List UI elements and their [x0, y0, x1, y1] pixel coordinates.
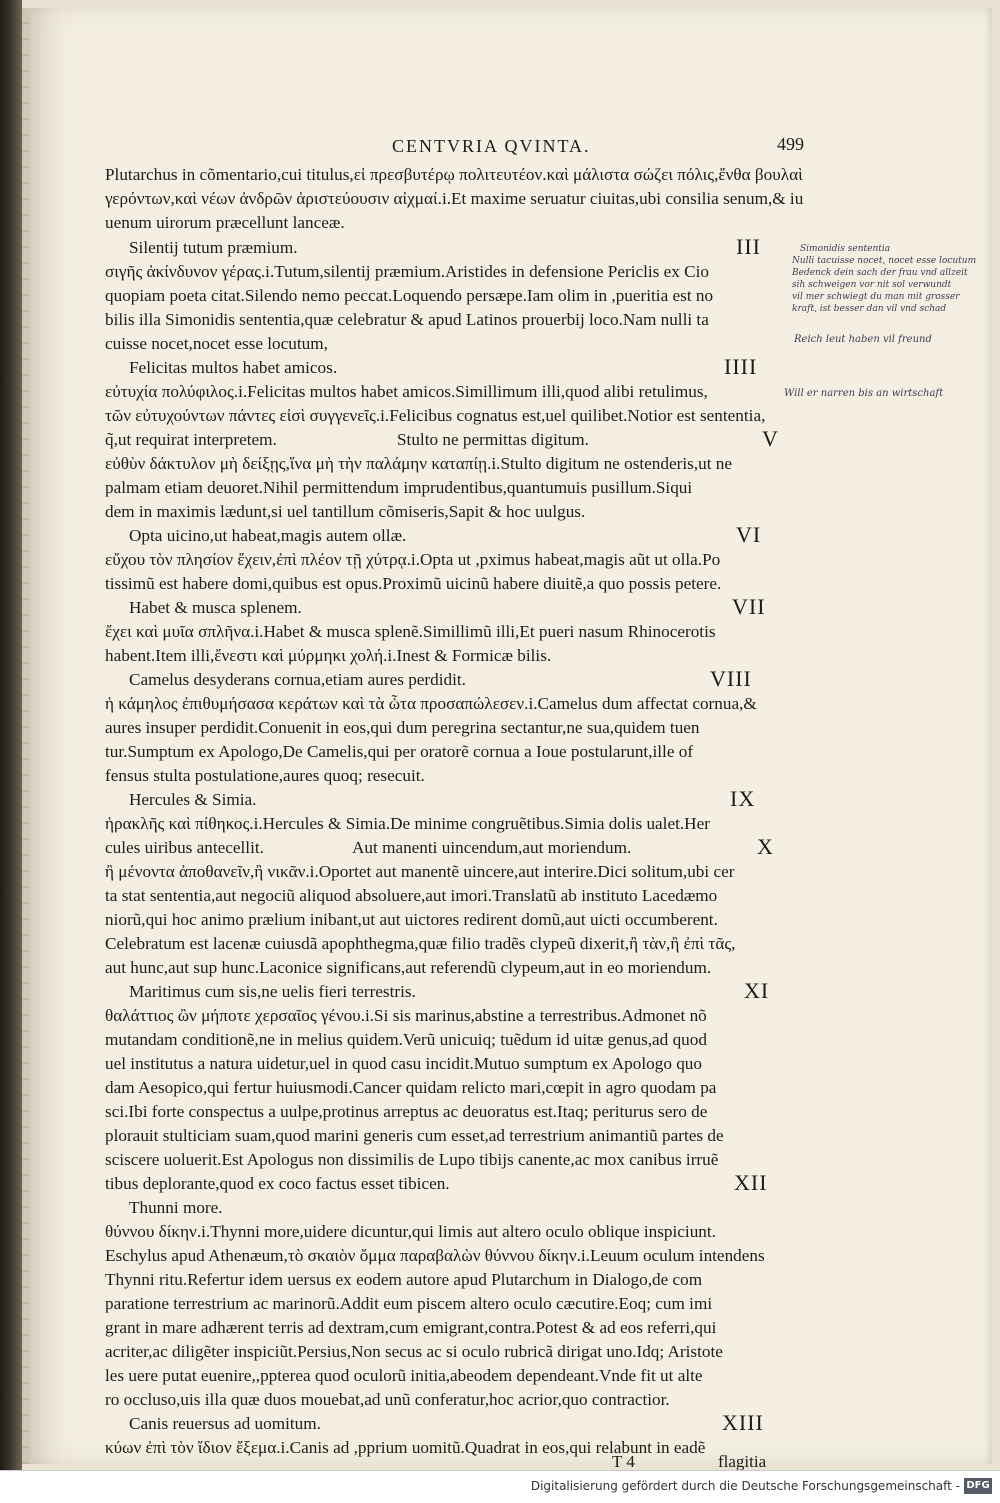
text-line: ἡ κάμηλος ἐπιθυμήσασα κεράτων καὶ τὰ ὦτα προσαπώλεσεν.i.Camelus dum affectat cornua,& [105, 694, 757, 713]
handwritten-note: Bedenck dein sach der frau vnd allzeit [792, 268, 968, 278]
text-line: plorauit stulticiam suam,quod marini generis cum esset,ad terrestrium animantiũ partes de [105, 1126, 724, 1145]
text-line: habent.Item illi,ἔνεστι καὶ μύρμηκι χολή.i.Inest & Formicæ bilis. [105, 646, 552, 665]
book-spine [0, 0, 22, 1470]
handwritten-note: vil mer schwiegt du man mit grosser [792, 292, 960, 302]
text-line: q̃,ut requirat interpretem. [105, 430, 277, 449]
text-line: les uere putat euenire,,ppterea quod oculorũ initia,abeodem dependeant.Vnde fit ut alte [105, 1366, 703, 1385]
text-line: grant in mare adhærent terris ad dextram,cum emigrant,contra.Potest & ad eos referri,qui [105, 1318, 717, 1337]
adage-heading: Stulto ne permittas digitum. [397, 430, 589, 449]
text-line: Thynni ritu.Refertur idem uersus ex eodem autore apud Plutarchum in Dialogo,de com [105, 1270, 703, 1289]
text-line: tissimũ est habere domi,quibus est opus.Proximũ uicinũ habere diuitẽ,a quo possis petere. [105, 574, 722, 593]
text-line: niorũ,qui hoc animo prælium inibant,ut aut uictores redirent domũ,aut uicti occumberent. [105, 910, 718, 929]
digitization-footer [0, 1470, 1000, 1503]
adage-number: VII [732, 594, 766, 619]
text-line: Plutarchus in cõmentario,cui titulus,εἰ πρεσβυτέρῳ πολιτευτέον.καὶ μάλιστα σώζει πόλις,ἔνθα βουλαὶ [105, 165, 803, 184]
handwritten-note: Simonidis sententia [800, 244, 891, 254]
text-line: dem in maximis lædunt,si uel tantillum cõmiseris,Sapit & hoc uulgus. [105, 502, 586, 521]
adage-number: III [736, 234, 761, 259]
text-line: paratione terrestrium ac marinorũ.Addit eum piscem altero oculo cæcutire.Eoq; cum imi [105, 1294, 713, 1313]
dfg-logo: DFG [964, 1478, 992, 1494]
text-line: ἡρακλῆς καὶ πίθηκος.i.Hercules & Simia.De minime congruẽtibus.Simia dolis ualet.Her [105, 814, 710, 833]
adage-number: V [762, 426, 779, 451]
handwritten-note: Reich leut haben vil freund [794, 334, 932, 345]
adage-heading: Habet & musca splenem. [129, 598, 302, 617]
adage-number: VI [736, 522, 762, 547]
handwritten-note: sih schweigen vor nit sol verwundt [792, 280, 952, 290]
text-line: cules uiribus antecellit. [105, 838, 264, 857]
funding-credit: Digitalisierung gefördert durch die Deutsche Forschungsgemeinschaft - [530, 1479, 960, 1493]
adage-number: XIII [722, 1410, 764, 1435]
text-line: θαλάττιος ὢν μήποτε χερσαῖος γένου.i.Si sis marinus,abstine a terrestribus.Admonet nõ [105, 1006, 707, 1025]
text-line: Eschylus apud Athenæum,τὸ σκαιὸν ὄμμα παραβαλὼν θύννου δίκην.i.Leuum oculum intendens [105, 1246, 765, 1265]
adage-number: VIII [710, 666, 752, 691]
text-line: uel institutus a natura uidetur,uel in quod casu incidit.Mutuo sumptum ex Apologo quo [105, 1054, 702, 1073]
adage-number: XI [744, 978, 770, 1003]
text-line: εὔχου τὸν πλησίον ἔχειν,ἐπὶ πλέον τῇ χύτρᾳ.i.Opta ut ,pximus habeat,magis aũt ut olla.Po [105, 550, 721, 569]
text-line: tibus deplorante,quod ex coco factus esset tibicen. [105, 1174, 450, 1193]
text-line: εὐτυχία πολύφιλος.i.Felicitas multos habet amicos.Simillimum illi,quod alibi retulimus, [105, 382, 708, 401]
text-line: Celebratum est lacenæ cuiusdã apophthegma,quæ filio tradẽs clypeũ dixerit,ἢ τὰν,ἢ ἐπὶ τᾶς, [105, 934, 736, 953]
text-line: ἢ μένοντα ἀποθανεῖν,ἢ νικᾶν.i.Oportet aut manentẽ uincere,aut interire.Dici solitum,ubi cer [105, 862, 735, 881]
running-title: CENTVRIA QVINTA. [392, 136, 591, 156]
text-line: mutandam conditionẽ,ne in melius quidem.Verũ unicuiq; tuẽdum id uitæ genus,ad quod [105, 1030, 707, 1049]
adage-heading: Aut manenti uincendum,aut moriendum. [352, 838, 632, 857]
adage-heading: Felicitas multos habet amicos. [129, 358, 338, 377]
folio-number: 499 [777, 134, 804, 154]
adage-heading: Canis reuersus ad uomitum. [129, 1414, 321, 1433]
text-line: aures insuper perdidit.Conuenit in eos,qui dum peregrina sectantur,ne sua,quidem tuen [105, 718, 700, 737]
text-line: sci.Ibi forte conspectus a uulpe,protinus arreptus ac deuoratus est.Itaq; periturus sero de [105, 1102, 708, 1121]
text-line: ta stat sententia,aut negociũ aliquod absoluere,aut imori.Translatũ ab instituto Lacedæmo [105, 886, 718, 905]
facing-page-edge [22, 8, 30, 1464]
adage-heading: Hercules & Simia. [129, 790, 257, 809]
text-line: cuisse nocet,nocet esse locutum, [105, 334, 328, 353]
adage-number: IIII [724, 354, 758, 379]
handwritten-note: Nulli tacuisse nocet, nocet esse locutum [792, 256, 977, 266]
text-line: fensus stulta postulatione,aures quoq; resecuit. [105, 766, 425, 785]
text-line: dam Aesopico,qui fertur huiusmodi.Cancer quidam relicto mari,cœpit in agro quodam pa [105, 1078, 717, 1097]
text-line: θύννου δίκην.i.Thynni more,uidere dicuntur,qui limis aut altero oculo oblique inspiciunt. [105, 1222, 716, 1241]
adage-number: IX [730, 786, 756, 811]
text-line: sciscere uoluerit.Est Apologus non dissimilis de Lupo tibijs canente,ac mox canibus irruẽ [105, 1150, 719, 1169]
adage-number: X [757, 834, 774, 859]
adage-heading: Maritimus cum sis,ne uelis fieri terrestris. [129, 982, 416, 1001]
text-line: ro occluso,uis illa quæ duos mouebat,ad unũ conferatur,hoc acrior,quo contractior. [105, 1390, 670, 1409]
text-line: acriter,ac diligẽter inspiciũt.Persius,Non secus ac si oculo rubricã dirigat uno.Idq; Aristote [105, 1342, 723, 1361]
text-line: ἔχει καὶ μυῖα σπλῆνα.i.Habet & musca splenẽ.Simillimũ illi,Et pueri nasum Rhinocerotis [105, 622, 716, 641]
text-line: γερόντων,καὶ νέων ἀνδρῶν ἀριστεύουσιν αἰχμαί.i.Et maxime seruatur ciuitas,ubi consilia senum,& iu [105, 189, 804, 208]
text-line: tur.Sumptum ex Apologo,De Camelis,qui per oratorẽ cornua a Ioue postularunt,ille of [105, 742, 694, 761]
adage-heading: Camelus desyderans cornua,etiam aures perdidit. [129, 670, 466, 689]
adage-heading: Thunni more. [129, 1198, 223, 1217]
text-line: palmam etiam deuoret.Nihil permittendum imprudentibus,quantumuis pusillum.Siqui [105, 478, 693, 497]
handwritten-note: kraft, ist besser dan vil vnd schad [792, 304, 947, 314]
text-line: τῶν εὐτυχούντων πάντες εἰσὶ συγγενεῖς.i.Felicibus cognatus est,uel quilibet.Notior est sententia, [105, 406, 766, 425]
text-line: quopiam poeta citat.Silendo nemo peccat.Loquendo persæpe.Iam olim in ,pueritia est no [105, 286, 714, 305]
text-line: κύων ἐπὶ τὸν ἴδιον ἔξεμα.i.Canis ad ,pprium uomitũ.Quadrat in eos,qui relabunt in eadẽ [105, 1438, 706, 1457]
text-line: uenum uirorum præcellunt lanceæ. [105, 213, 345, 232]
text-line: bilis illa Simonidis sententia,quæ celebratur & apud Latinos prouerbij loco.Nam nulli ta [105, 310, 709, 329]
handwritten-note: Will er narren bis an wirtschaft [784, 388, 944, 399]
text-line: aut hunc,aut sup hunc.Laconice significans,aut referendũ clypeum,aut in eo moriendum. [105, 958, 712, 977]
adage-heading: Silentij tutum præmium. [129, 238, 298, 257]
adage-heading: Opta uicino,ut habeat,magis autem ollæ. [129, 526, 407, 545]
adage-number: XII [734, 1170, 768, 1195]
page-leaf [22, 8, 992, 1470]
text-line: εὐθὺν δάκτυλον μὴ δείξῃς,ἵνα μὴ τὴν παλάμην καταπίῃ.i.Stulto digitum ne ostenderis,ut ne [105, 454, 732, 473]
catchword: flagitia [718, 1452, 767, 1470]
signature-mark: T 4 [612, 1452, 635, 1470]
text-line: σιγῆς ἀκίνδυνον γέρας.i.Tutum,silentij præmium.Aristides in defensione Periclis ex Cio [105, 262, 710, 281]
